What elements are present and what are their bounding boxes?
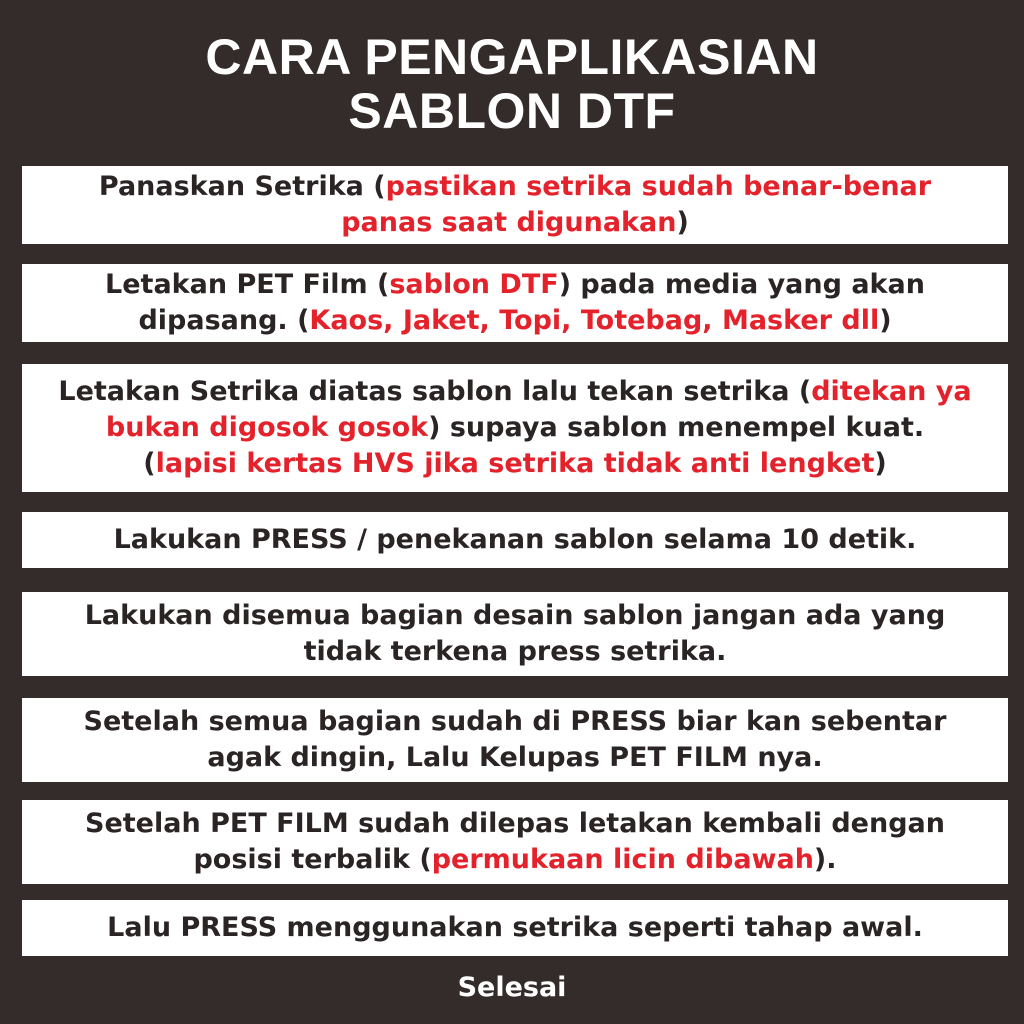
step-text-line [84,704,947,740]
step-text-line [207,740,822,776]
step-text-line [193,842,836,878]
step-text-line [105,267,925,303]
step-box-6 [22,698,1008,782]
highlight-text: sablon DTF [389,269,559,300]
highlight-text: permukaan licin dibawah [431,844,814,875]
step-text: ). [813,844,837,875]
step-text-line [99,169,931,205]
step-text: ) [879,305,892,336]
step-text: Lalu PRESS menggunakan setrika seperti tahap awal. [107,912,923,943]
step-text-line [58,374,971,410]
step-text: posisi terbalik ( [193,844,432,875]
step-text: ) [676,207,689,238]
step-text: ) pada media yang akan [558,269,925,300]
step-text-line [85,806,945,842]
step-text-line [138,303,891,339]
step-box-4 [22,512,1008,568]
step-text: Setelah PET FILM sudah dilepas letakan kembali dengan [85,808,945,839]
step-text: dipasang. ( [138,305,310,336]
step-text: Letakan Setrika diatas sablon lalu tekan setrika ( [58,376,812,407]
step-text: Setelah semua bagian sudah di PRESS biar kan sebentar [83,706,947,737]
step-text: Panaskan Setrika ( [98,171,386,202]
page-title [0,30,1024,138]
step-text: Letakan PET Film ( [105,269,390,300]
step-text: ) [874,448,887,479]
step-text: ( [143,448,156,479]
highlight-text: Kaos, Jaket, Topi, Totebag, Masker dll [309,305,880,336]
step-box-1 [22,166,1008,244]
step-box-2 [22,264,1008,342]
highlight-text: lapisi kertas HVS jika setrika tidak anti lengket [155,448,875,479]
step-text-line [304,634,727,670]
step-text: tidak terkena press setrika. [303,636,727,667]
step-text: ) supaya sablon menempel kuat. [428,412,925,443]
step-text: agak dingin, Lalu Kelupas PET FILM nya. [207,742,823,773]
highlight-text: pastikan setrika sudah benar-benar [385,171,932,202]
step-box-5 [22,592,1008,676]
footer-label: Selesai [457,972,567,1003]
step-box-7 [22,800,1008,884]
highlight-text: panas saat digunakan [341,207,677,238]
title-line-2: SABLON DTF [348,83,676,139]
step-box-3 [22,364,1008,492]
step-text-line [106,410,924,446]
step-text-line [143,446,886,482]
step-text: Lakukan PRESS / penekanan sablon selama 10 detik. [113,524,917,555]
step-text-line [114,522,917,558]
step-text-line [107,910,923,946]
step-text-line [85,598,946,634]
step-box-8 [22,900,1008,956]
step-text-line [341,205,689,241]
title-line-1: CARA PENGAPLIKASIAN [205,29,819,85]
step-text: Lakukan disemua bagian desain sablon jangan ada yang [84,600,946,631]
highlight-text: ditekan ya [811,376,972,407]
highlight-text: bukan digosok gosok [105,412,429,443]
